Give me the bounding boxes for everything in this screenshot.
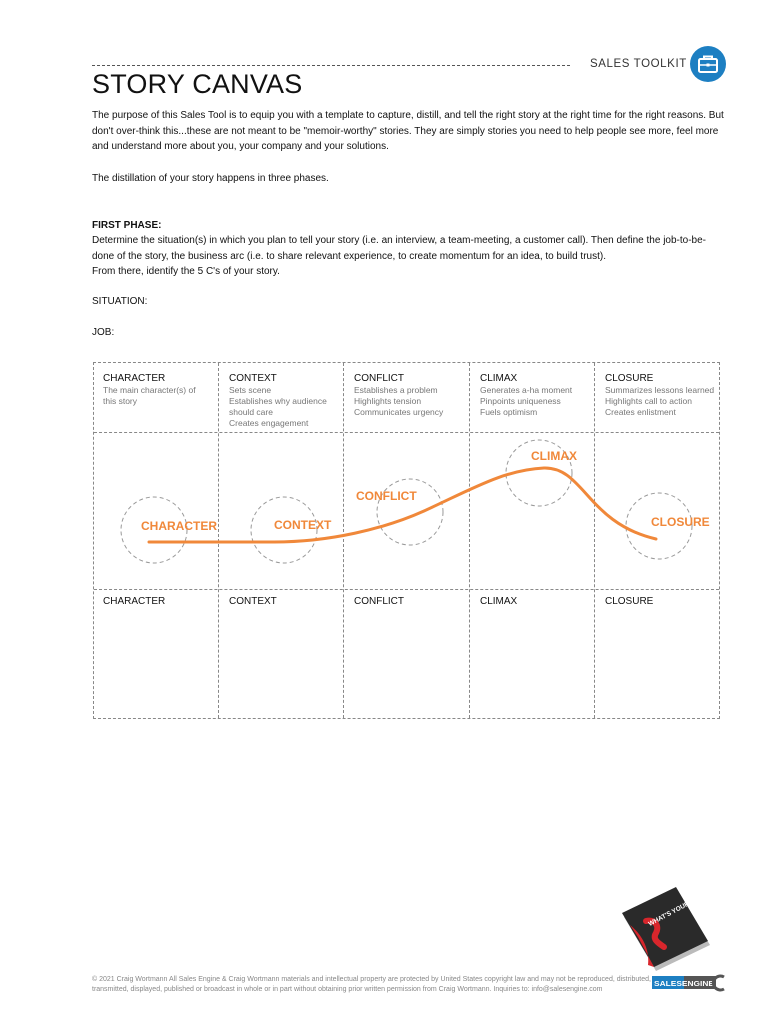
column-footer-climax: CLIMAX	[480, 596, 518, 607]
book-cover-image	[620, 885, 720, 980]
sales-engine-logo	[652, 973, 726, 998]
desc-line: this story	[103, 396, 138, 406]
desc-line: Creates enlistment	[605, 407, 676, 417]
story-canvas-grid	[93, 362, 720, 719]
desc-line: Highlights call to action	[605, 396, 692, 406]
desc-line: Communicates urgency	[354, 407, 444, 417]
arc-label-context: CONTEXT	[274, 518, 332, 532]
situation-label: SITUATION:	[92, 296, 148, 307]
book-title: WHAT'S YOUR STORY?	[647, 887, 716, 928]
desc-line: Sets scene	[229, 385, 272, 395]
column-heading-conflict: CONFLICT	[354, 373, 404, 384]
column-heading-climax: CLIMAX	[480, 373, 518, 384]
desc-line: Establishes why audience	[229, 396, 327, 406]
arc-label-conflict: CONFLICT	[356, 489, 417, 503]
intro-phases: The distillation of your story happens in three phases.	[92, 173, 329, 184]
column-footer-context: CONTEXT	[229, 596, 277, 607]
desc-line: Highlights tension	[354, 396, 422, 406]
page-title: STORY CANVAS	[92, 69, 303, 99]
column-heading-closure: CLOSURE	[605, 373, 654, 384]
desc-line: should care	[229, 407, 273, 417]
logo-text: SALESENGINE	[654, 981, 715, 988]
column-heading-context: CONTEXT	[229, 373, 277, 384]
first-phase-text: Determine the situation(s) in which you plan to tell your story (i.e. an interview, a team-meeting, a customer call). Then define the job-to-be-done of the story, the business arc (i.e. to share relevant experience, to create momentum for an idea, to build trust).	[92, 235, 706, 262]
desc-line: Fuels optimism	[480, 407, 538, 417]
copyright-notice: © 2021 Craig Wortmann All Sales Engine & Craig Wortmann materials and intellectual property are protected by United States copyright law and may not be reproduced, distributed, transmitted, displayed, published or broadcast in whole or in part without obtaining prior written permission from Craig Wortmann. Inquiries to: info@salesengine.com	[92, 976, 651, 993]
header-label: SALES TOOLKIT	[590, 58, 687, 70]
first-phase-heading: FIRST PHASE:	[92, 220, 162, 231]
column-heading-character: CHARACTER	[103, 373, 166, 384]
arc-label-climax: CLIMAX	[531, 449, 577, 463]
desc-line: Generates a-ha moment	[480, 385, 573, 395]
job-label: JOB:	[92, 327, 115, 338]
header-rule	[92, 65, 570, 66]
desc-line: The main character(s) of	[103, 385, 196, 395]
desc-line: Pinpoints uniqueness	[480, 396, 561, 406]
toolbox-icon	[690, 46, 726, 82]
arc-label-closure: CLOSURE	[651, 515, 710, 529]
first-phase-5cs: From there, identify the 5 C's of your story.	[92, 266, 280, 277]
arc-label-character: CHARACTER	[141, 519, 217, 533]
intro-section	[92, 108, 724, 155]
story-arc-diagram	[94, 363, 721, 720]
column-footer-character: CHARACTER	[103, 596, 166, 607]
intro-paragraph: The purpose of this Sales Tool is to equip you with a template to capture, distill, and tell the right story at the right time for the right reasons. But don't over-think this...these are not meant to be "memoir-worthy" stories. They are simply stories you need to help people see more, feel more and understand more about you, your company and your solutions.	[92, 110, 724, 152]
desc-line: Establishes a problem	[354, 385, 438, 395]
desc-line: Summarizes lessons learned	[605, 385, 715, 395]
story-arc-line	[149, 468, 656, 542]
column-footer-closure: CLOSURE	[605, 596, 654, 607]
column-footer-conflict: CONFLICT	[354, 596, 404, 607]
desc-line: Creates engagement	[229, 418, 309, 428]
